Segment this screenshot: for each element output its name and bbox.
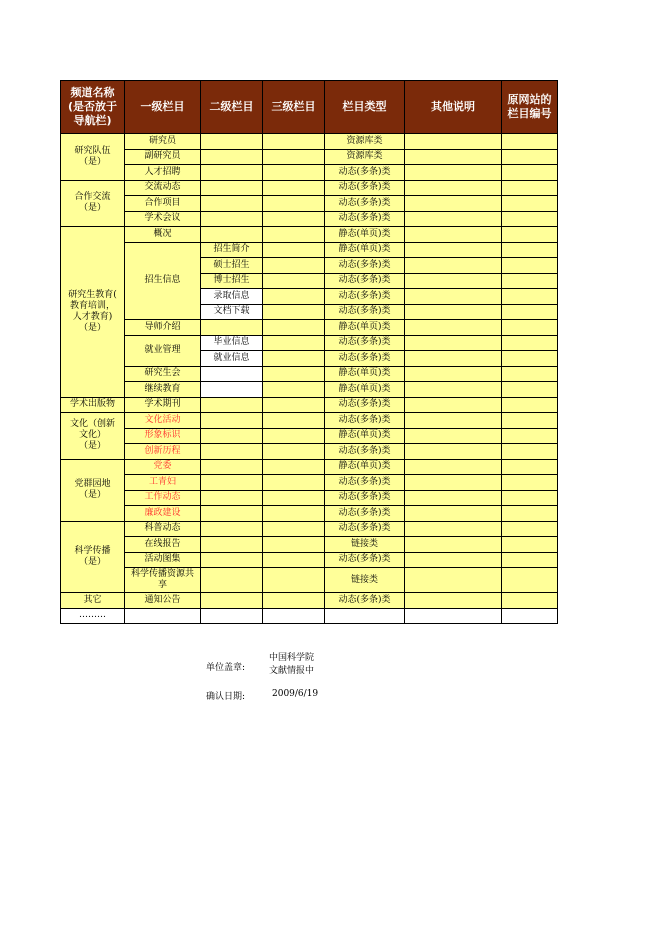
type-cell: 动态(多条)类	[325, 475, 405, 491]
notes-cell	[405, 608, 502, 623]
level3-cell	[263, 608, 325, 623]
notes-cell	[405, 428, 502, 444]
notes-cell	[405, 335, 502, 351]
level3-cell	[263, 366, 325, 382]
level1-cell: 概况	[125, 227, 201, 243]
orig-id-cell	[502, 180, 558, 196]
level3-cell	[263, 397, 325, 413]
level2-cell	[201, 537, 263, 553]
notes-cell	[405, 304, 502, 320]
notes-cell	[405, 413, 502, 429]
type-cell: 动态(多条)类	[325, 196, 405, 212]
table-row	[61, 335, 558, 351]
type-cell: 静态(单页)类	[325, 227, 405, 243]
orig-id-cell	[502, 165, 558, 181]
orig-id-cell	[502, 149, 558, 165]
orig-id-cell	[502, 242, 558, 258]
level1-cell: 研究员	[125, 134, 201, 150]
level2-cell	[201, 397, 263, 413]
level2-cell	[201, 568, 263, 593]
level1-cell: 继续教育	[125, 382, 201, 398]
date-value: 2009/6/19	[272, 689, 319, 699]
level1-cell: 活动图集	[125, 552, 201, 568]
table-row	[61, 537, 558, 553]
channel-cell: 文化（创新 文化） （是）	[61, 413, 125, 460]
notes-cell	[405, 444, 502, 460]
orig-id-cell	[502, 506, 558, 522]
notes-cell	[405, 227, 502, 243]
header-level3: 三级栏目	[263, 81, 325, 134]
table-row	[61, 521, 558, 537]
level2-cell	[201, 490, 263, 506]
level2-cell	[201, 227, 263, 243]
level1-cell: 就业管理	[125, 335, 201, 366]
level1-cell: 工青妇	[125, 475, 201, 491]
level1-cell: 学术期刊	[125, 397, 201, 413]
level3-cell	[263, 196, 325, 212]
type-cell: 静态(单页)类	[325, 428, 405, 444]
level1-cell: 党委	[125, 459, 201, 475]
notes-cell	[405, 134, 502, 150]
table-row	[61, 196, 558, 212]
table-row	[61, 149, 558, 165]
channel-cell: ………	[61, 608, 125, 623]
level2-cell	[201, 428, 263, 444]
level2-cell	[201, 382, 263, 398]
date-label: 确认日期:	[206, 692, 246, 702]
level1-cell: 人才招聘	[125, 165, 201, 181]
header-type: 栏目类型	[325, 81, 405, 134]
orig-id-cell	[502, 227, 558, 243]
level2-cell	[201, 165, 263, 181]
type-cell: 动态(多条)类	[325, 211, 405, 227]
type-cell: 静态(单页)类	[325, 366, 405, 382]
type-cell: 动态(多条)类	[325, 521, 405, 537]
notes-cell	[405, 242, 502, 258]
type-cell	[325, 608, 405, 623]
level2-cell	[201, 320, 263, 336]
level2-cell	[201, 180, 263, 196]
level1-cell: 形象标识	[125, 428, 201, 444]
orig-id-cell	[502, 304, 558, 320]
level2-cell	[201, 506, 263, 522]
table-row	[61, 134, 558, 150]
level1-cell: 研究生会	[125, 366, 201, 382]
level3-cell	[263, 335, 325, 351]
type-cell: 静态(单页)类	[325, 242, 405, 258]
level2-cell: 硕士招生	[201, 258, 263, 274]
level3-cell	[263, 227, 325, 243]
notes-cell	[405, 351, 502, 367]
table-row	[61, 593, 558, 609]
level1-cell: 在线报告	[125, 537, 201, 553]
orig-id-cell	[502, 459, 558, 475]
table-row	[61, 568, 558, 593]
orig-id-cell	[502, 258, 558, 274]
notes-cell	[405, 382, 502, 398]
orig-id-cell	[502, 521, 558, 537]
table-row	[61, 397, 558, 413]
orig-id-cell	[502, 608, 558, 623]
level2-cell	[201, 475, 263, 491]
header-row	[61, 81, 558, 134]
header-level2: 二级栏目	[201, 81, 263, 134]
level3-cell	[263, 506, 325, 522]
notes-cell	[405, 506, 502, 522]
notes-cell	[405, 258, 502, 274]
table-row	[61, 366, 558, 382]
level3-cell	[263, 593, 325, 609]
stamp-label: 单位盖章:	[206, 663, 246, 673]
level3-cell	[263, 242, 325, 258]
level3-cell	[263, 382, 325, 398]
orig-id-cell	[502, 428, 558, 444]
level2-cell: 招生简介	[201, 242, 263, 258]
level3-cell	[263, 273, 325, 289]
notes-cell	[405, 366, 502, 382]
level2-cell	[201, 366, 263, 382]
table-row	[61, 506, 558, 522]
orig-id-cell	[502, 382, 558, 398]
channel-cell: 研究生教育( 教育培训， 人才教育) （是）	[61, 227, 125, 398]
orig-id-cell	[502, 320, 558, 336]
header-channel: 频道名称 (是否放于 导航栏)	[61, 81, 125, 134]
type-cell: 资源库类	[325, 134, 405, 150]
notes-cell	[405, 211, 502, 227]
orig-id-cell	[502, 568, 558, 593]
orig-id-cell	[502, 593, 558, 609]
level2-cell	[201, 521, 263, 537]
table-row	[61, 382, 558, 398]
notes-cell	[405, 568, 502, 593]
type-cell: 动态(多条)类	[325, 273, 405, 289]
orig-id-cell	[502, 552, 558, 568]
table-row	[61, 320, 558, 336]
level3-cell	[263, 165, 325, 181]
level1-cell: 副研究员	[125, 149, 201, 165]
notes-cell	[405, 196, 502, 212]
type-cell: 动态(多条)类	[325, 552, 405, 568]
notes-cell	[405, 552, 502, 568]
type-cell: 静态(单页)类	[325, 459, 405, 475]
orig-id-cell	[502, 537, 558, 553]
table-row	[61, 459, 558, 475]
level3-cell	[263, 149, 325, 165]
type-cell: 动态(多条)类	[325, 593, 405, 609]
header-level1: 一级栏目	[125, 81, 201, 134]
notes-cell	[405, 397, 502, 413]
table-row	[61, 444, 558, 460]
level1-cell: 科学传播资源共 享	[125, 568, 201, 593]
level3-cell	[263, 134, 325, 150]
level2-cell	[201, 196, 263, 212]
level2-cell: 就业信息	[201, 351, 263, 367]
level1-cell: 科普动态	[125, 521, 201, 537]
level3-cell	[263, 490, 325, 506]
channel-cell: 学术出版物	[61, 397, 125, 413]
header-notes: 其他说明	[405, 81, 502, 134]
level1-cell: 交流动态	[125, 180, 201, 196]
type-cell: 动态(多条)类	[325, 506, 405, 522]
level2-cell	[201, 608, 263, 623]
level2-cell	[201, 211, 263, 227]
level1-cell: 通知公告	[125, 593, 201, 609]
level2-cell	[201, 413, 263, 429]
level3-cell	[263, 413, 325, 429]
channel-cell: 党群园地 （是）	[61, 459, 125, 521]
level3-cell	[263, 304, 325, 320]
notes-cell	[405, 459, 502, 475]
level1-cell: 工作动态	[125, 490, 201, 506]
level2-cell: 录取信息	[201, 289, 263, 305]
table-row	[61, 413, 558, 429]
type-cell: 动态(多条)类	[325, 351, 405, 367]
type-cell: 动态(多条)类	[325, 397, 405, 413]
type-cell: 资源库类	[325, 149, 405, 165]
type-cell: 动态(多条)类	[325, 289, 405, 305]
orig-id-cell	[502, 196, 558, 212]
level3-cell	[263, 537, 325, 553]
type-cell: 动态(多条)类	[325, 304, 405, 320]
notes-cell	[405, 180, 502, 196]
level2-cell	[201, 134, 263, 150]
table-row	[61, 490, 558, 506]
orig-id-cell	[502, 273, 558, 289]
level3-cell	[263, 444, 325, 460]
table-row	[61, 227, 558, 243]
type-cell: 动态(多条)类	[325, 258, 405, 274]
level1-cell: 合作项目	[125, 196, 201, 212]
level1-cell: 导师介绍	[125, 320, 201, 336]
notes-cell	[405, 289, 502, 305]
level1-cell: 文化活动	[125, 413, 201, 429]
table-row	[61, 475, 558, 491]
notes-cell	[405, 320, 502, 336]
type-cell: 动态(多条)类	[325, 490, 405, 506]
header-orig-id: 原网站的 栏目编号	[502, 81, 558, 134]
type-cell: 动态(多条)类	[325, 444, 405, 460]
level3-cell	[263, 211, 325, 227]
orig-id-cell	[502, 289, 558, 305]
notes-cell	[405, 149, 502, 165]
level3-cell	[263, 258, 325, 274]
channel-cell: 研究队伍 （是）	[61, 134, 125, 181]
level3-cell	[263, 289, 325, 305]
level3-cell	[263, 320, 325, 336]
notes-cell	[405, 521, 502, 537]
type-cell: 动态(多条)类	[325, 335, 405, 351]
orig-id-cell	[502, 366, 558, 382]
orig-id-cell	[502, 475, 558, 491]
channel-cell: 科学传播 （是）	[61, 521, 125, 593]
level3-cell	[263, 521, 325, 537]
orig-id-cell	[502, 211, 558, 227]
level1-cell	[125, 608, 201, 623]
table-row	[61, 608, 558, 623]
type-cell: 动态(多条)类	[325, 180, 405, 196]
type-cell: 链接类	[325, 537, 405, 553]
notes-cell	[405, 475, 502, 491]
orig-id-cell	[502, 397, 558, 413]
level2-cell: 文档下载	[201, 304, 263, 320]
level3-cell	[263, 428, 325, 444]
level1-cell: 学术会议	[125, 211, 201, 227]
orig-id-cell	[502, 413, 558, 429]
notes-cell	[405, 490, 502, 506]
table-row	[61, 180, 558, 196]
orig-id-cell	[502, 444, 558, 460]
type-cell: 动态(多条)类	[325, 165, 405, 181]
level1-cell: 廉政建设	[125, 506, 201, 522]
level1-cell: 招生信息	[125, 242, 201, 320]
level2-cell	[201, 552, 263, 568]
level3-cell	[263, 180, 325, 196]
notes-cell	[405, 273, 502, 289]
level2-cell	[201, 149, 263, 165]
orig-id-cell	[502, 490, 558, 506]
table-row	[61, 552, 558, 568]
table-row	[61, 211, 558, 227]
level2-cell: 毕业信息	[201, 335, 263, 351]
level3-cell	[263, 351, 325, 367]
level2-cell	[201, 593, 263, 609]
orig-id-cell	[502, 335, 558, 351]
table-row	[61, 242, 558, 258]
channel-cell: 合作交流 （是）	[61, 180, 125, 227]
orig-id-cell	[502, 134, 558, 150]
level3-cell	[263, 475, 325, 491]
level2-cell: 博士招生	[201, 273, 263, 289]
orig-id-cell	[502, 351, 558, 367]
table-row	[61, 165, 558, 181]
channel-table	[60, 80, 558, 624]
stamp-value: 中国科学院 文献情报中	[269, 653, 315, 676]
type-cell: 动态(多条)类	[325, 413, 405, 429]
level3-cell	[263, 552, 325, 568]
level2-cell	[201, 459, 263, 475]
level1-cell: 创新历程	[125, 444, 201, 460]
level3-cell	[263, 459, 325, 475]
type-cell: 链接类	[325, 568, 405, 593]
type-cell: 静态(单页)类	[325, 382, 405, 398]
notes-cell	[405, 593, 502, 609]
channel-cell: 其它	[61, 593, 125, 609]
level2-cell	[201, 444, 263, 460]
notes-cell	[405, 165, 502, 181]
notes-cell	[405, 537, 502, 553]
type-cell: 静态(单页)类	[325, 320, 405, 336]
table-row	[61, 428, 558, 444]
level3-cell	[263, 568, 325, 593]
